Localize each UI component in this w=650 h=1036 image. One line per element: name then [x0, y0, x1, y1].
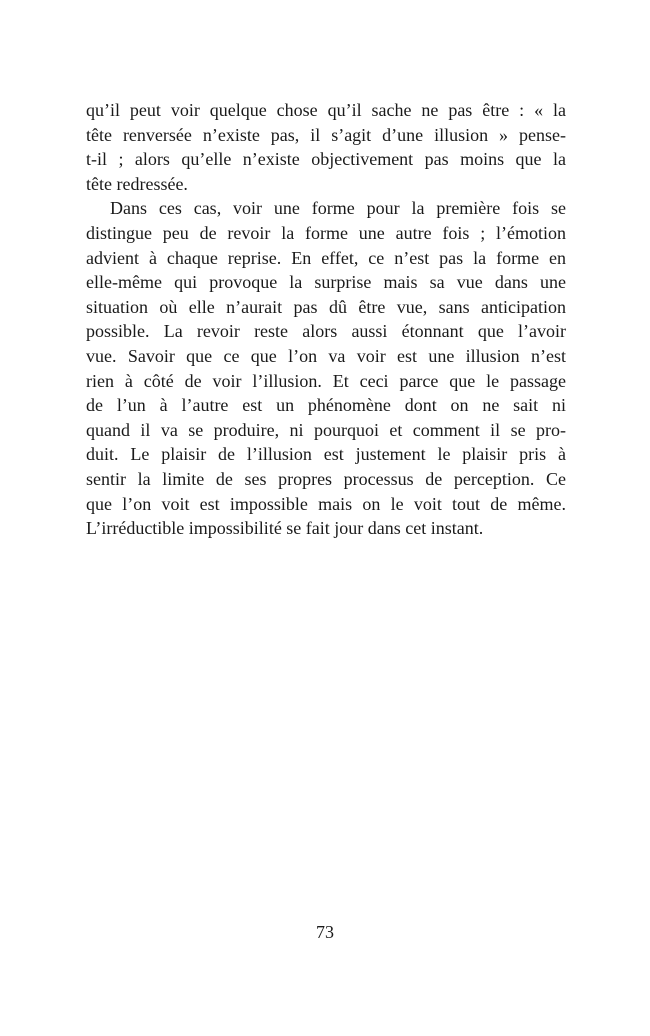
text-line: tête redressée. — [86, 173, 188, 194]
text-line: sentir la limite de ses propres processus de perception. Ce — [86, 468, 566, 489]
text-line: L’irréductible impossibilité se fait jour dans cet instant. — [86, 518, 484, 539]
text-line: de l’un à l’autre est un phénomène dont on ne sait ni — [86, 395, 566, 416]
page-number: 73 — [316, 922, 334, 942]
text-line: t-il ; alors qu’elle n’existe objectivement pas moins que la — [86, 149, 566, 170]
text-line: elle-même qui provoque la surprise mais sa vue dans une — [86, 272, 566, 293]
body-text — [86, 98, 566, 541]
text-line: situation où elle n’aurait pas dû être vue, sans anticipation — [86, 296, 566, 317]
text-line: vue. Savoir que ce que l’on va voir est une illusion n’est — [86, 345, 566, 366]
text-line: tête renversée n’existe pas, il s’agit d’une illusion » pense- — [86, 124, 566, 145]
paragraph-1 — [86, 98, 566, 196]
text-line: quand il va se produire, ni pourquoi et comment il se pro- — [86, 419, 566, 440]
text-line: qu’il peut voir quelque chose qu’il sache ne pas être : « la — [86, 100, 566, 120]
text-line: distingue peu de revoir la forme une autre fois ; l’émotion — [86, 222, 566, 243]
paragraph-2 — [86, 196, 566, 540]
text-line: que l’on voit est impossible mais on le voit tout de même. — [86, 493, 566, 514]
text-line: advient à chaque reprise. En effet, ce n’est pas la forme en — [86, 247, 566, 268]
text-line: possible. La revoir reste alors aussi étonnant que l’avoir — [86, 321, 566, 342]
text-line: Dans ces cas, voir une forme pour la première fois se — [110, 198, 566, 219]
text-line: rien à côté de voir l’illusion. Et ceci parce que le passage — [86, 370, 566, 391]
text-line: duit. Le plaisir de l’illusion est justement le plaisir pris à — [86, 444, 566, 465]
